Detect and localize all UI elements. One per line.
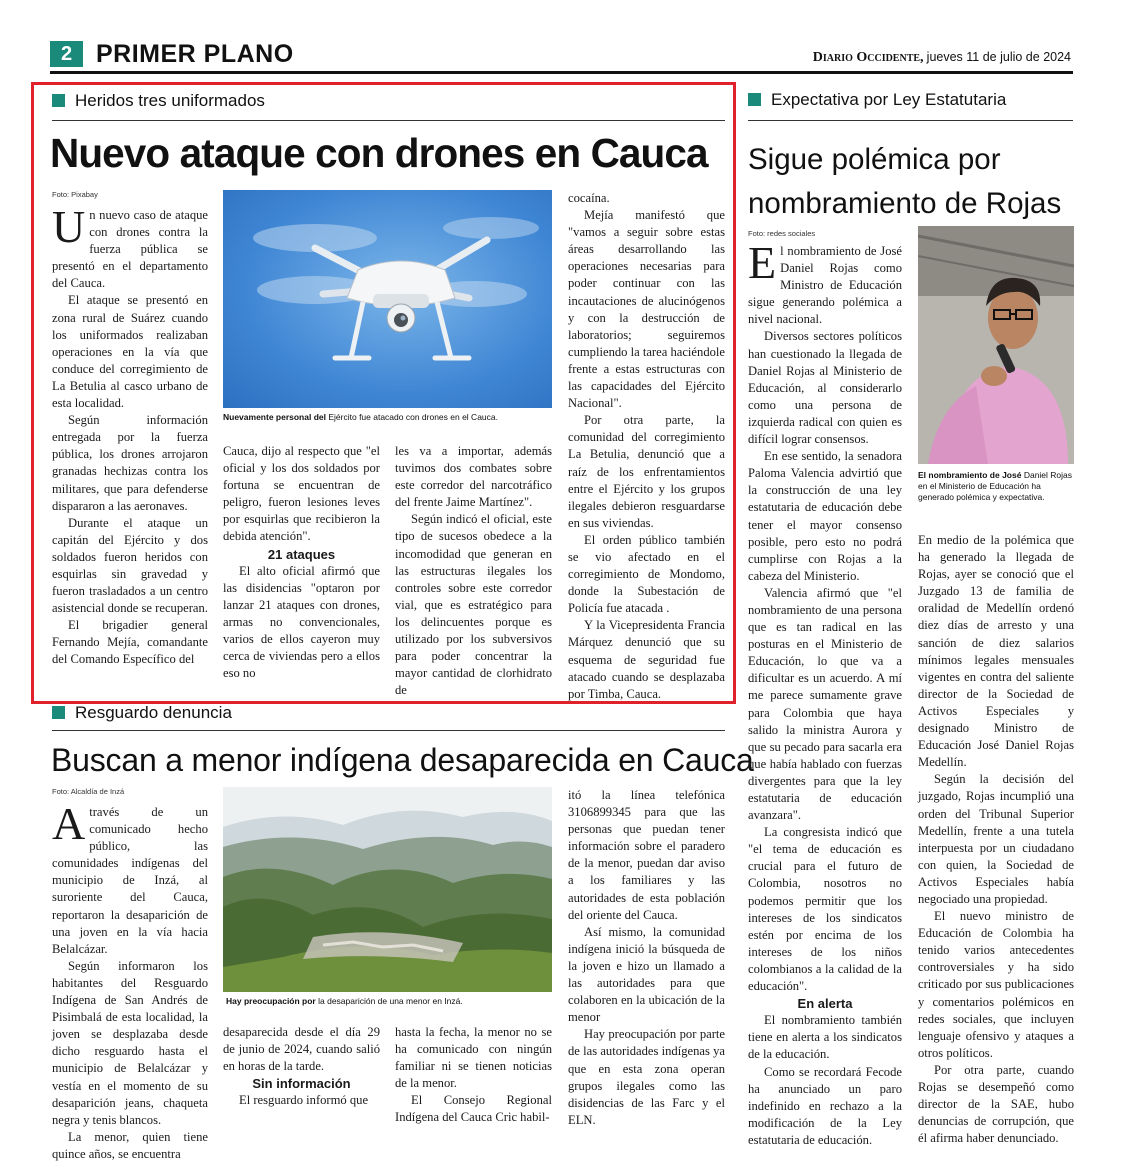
article3-photo [918,226,1074,464]
paragraph: n nuevo caso de ataque con drones contra la fuerza pública se presentó en el departamento del Cauca. [52,208,208,291]
paragraph: Y la Vicepresidenta Francia Márquez denunció que su esquema de seguridad fue atacado cuando se desplazaba por Timba, Cauca. [568,618,725,701]
article3-caption-text: Daniel Rojas en el Ministerio de Educación ha generado polémica y expectativa. [918,470,1073,502]
section-title: PRIMER PLANO [96,40,294,68]
article1-photo [223,190,552,408]
article2-column-4 [568,787,725,1129]
issue-date: jueves 11 de julio de 2024 [926,50,1071,64]
kicker-square-icon [52,94,65,107]
article1-kicker-text: Heridos tres uniformados [75,91,265,110]
paragraph: Valencia afirmó que "el nombramiento de una persona que es tan radical en las posturas en el Ministerio de Educación, lo que va a dificultar es un acuerdo. A mí me parece sumamente grave para Colombia que haya salido la ministra Aurora y que su pecado para sacarla era que había hablado con fuerzas divergentes para que la ley estatutaria de educación avanzara". [748,585,902,823]
header-rule [50,71,1073,74]
article3-column-2 [918,532,1074,1147]
article2-photo [223,787,552,992]
paragraph: Cauca, dijo al respecto que "el oficial y los dos soldados por fortuna se encuentran de peligro, fueron lesiones leves por esquirlas que recibieron la debida atención". [223,444,380,544]
article2-caption [226,996,552,1007]
article2-subhead: Sin información [252,1076,351,1092]
paragraph: Por otra parte, la comunidad del corregimiento La Betulia, denunció que a raíz de los enfrentamientos entre el Ejército y los grupos ilegales debieron resguardarse en sus viviendas. [568,413,725,530]
paragraph: En medio de la polémica que ha generado la llegada de Rojas, ayer se conoció que el Juzgado 13 de familia de oralidad de Medellín ordenó diez días de arresto y una sanción de diez salarios mínimos legales mensuales vigentes en contra del saliente director de la Sociedad de Activos Especiales y designado Ministro de Educación José Daniel Rojas Medellín. [918,533,1074,770]
paragraph: La congresista indicó que "el tema de educación es crucial para el futuro de Colombia, nosotros no podemos permitir que los intereses de los sindicatos estén por encima de los intereses de los niños colombianos a la calidad de la educación". [748,825,902,994]
article1-dropcap: U [52,201,86,252]
paragraph: Diversos sectores políticos han cuestionado la llegada de Daniel Rojas al Ministerio de Educación, al considerarlo como una persona de izquierda radical con quien es difícil lograr consensos. [748,329,902,447]
paragraph: El nuevo ministro de Educación de Colombia ha tenido varios antecedentes controversiales y ha sido criticado por sus publicaciones y comentarios polémicos en redes sociales, que incluyen lenguaje ofensivo y ataques a otros políticos. [918,909,1074,1060]
article1-subhead: 21 ataques [267,546,336,562]
article1-caption-text: Ejército fue atacado con drones en el Cauca. [328,412,498,422]
page-number: 2 [60,43,73,65]
page-number-badge [50,41,83,67]
article1-caption [223,412,552,423]
paragraph: Según indicó el oficial, este tipo de sucesos obedece a la incomodidad que generan en las estructuras ilegales los controles sobre este corredor vial, que es estratégico para los delincuentes porque es utilizado por los subversivos para poder concentrar la mayor cantidad de clorhidrato de [395,512,552,698]
kicker-square-icon [748,93,761,106]
article3-headline: Sigue polémica por nombramiento de Rojas [748,143,1062,220]
article2-caption-text: la desaparición de una menor en Inzá. [318,996,463,1006]
article3-photo-credit: Foto: redes sociales [748,229,816,238]
article1-column-3 [395,443,552,699]
paragraph: Así mismo, la comunidad indígena inició la búsqueda de la joven e hizo un llamado a las autoridades para que colaboren en la ubicación de la menor [568,924,725,1025]
paragraph: Hay preocupación por parte de las autoridades indígenas ya que en esta zona operan grupos ilegales como las disidencias de las Farc y el ELN. [568,1027,725,1127]
article2-kicker [52,703,232,723]
article3-column-1 [748,237,902,1149]
article1-kicker-rule [52,120,725,121]
article2-caption-bold: Hay preocupación por [226,996,316,1006]
paragraph: Por otra parte, cuando Rojas se desempeñó como director de la SAE, hubo denuncias de corrupción, que él afirma haber denunciado. [918,1062,1074,1146]
article2-dropcap: A [52,798,86,849]
article3-kicker-rule [748,120,1073,121]
portrait-image [918,226,1074,464]
drone-image [223,190,552,408]
paragraph: cocaína. [568,191,610,205]
paragraph: Como se recordará Fecode ha anunciado un paro indefinido en rechazo a la modificación de la Ley estatutaria de educación. [748,1064,902,1147]
paragraph: les va a importar, además tuvimos dos combates sobre este corredor del narcotráfico del frente Jaime Martínez". [395,444,552,510]
paragraph: El brigadier general Fernando Mejía, comandante del Comando Específico del [52,618,208,667]
paragraph: El alto oficial afirmó que las disidencias "optaron por lanzar 21 ataques con drones, armas no convencionales, varios de ellos cayeron muy cerca de viviendas pero a ellos eso no [223,563,380,681]
paragraph: En ese sentido, la senadora Paloma Valencia advirtió que la construcción de una ley estatutaria de educación debe tener el mayor consenso posible, pero esto no podrá cumplirse con Rojas a la cabeza del Ministerio. [748,449,902,583]
paragraph: Durante el ataque un capitán del Ejército y dos soldados fueron heridos con esquirlas sin gravedad y fueron trasladados a un centro asistencial donde se recuperan. [52,515,208,616]
article2-column-1 [52,798,208,1163]
article1-kicker [52,91,265,111]
kicker-square-icon [52,706,65,719]
article1-headline: Nuevo ataque con drones en Cauca [50,130,708,176]
paragraph: El Consejo Regional Indígena del Cauca Cric habil- [395,1093,552,1125]
paragraph: El ataque se presentó en zona rural de Suárez cuando los uniformados realizaban operaciones en la vía que conduce del corregimiento de La Betulia al casco urbano de esta localidad. [52,293,208,411]
article2-kicker-rule [52,730,725,731]
paragraph: itó la línea telefónica 3106899345 para que las personas que puedan tener información sobre el paradero de la menor, puedan dar aviso a los familiares y las autoridades de esta población del oriente del Cauca. [568,788,725,922]
article3-kicker [748,90,1006,110]
article3-caption-bold: El nombramiento de José [918,470,1022,480]
article3-caption [918,470,1074,503]
masthead-date [813,50,1071,66]
article2-column-2 [223,1024,380,1109]
paragraph: desaparecida desde el día 29 de junio de 2024, cuando salió en horas de la tarde. [223,1025,380,1074]
paragraph: Según información entregada por la fuerza pública, los drones arrojaron granadas hechizas contra los militares, que para defenderse dispararon a las aeronaves. [52,413,208,513]
article3-dropcap: E [748,237,777,288]
article2-column-3 [395,1024,552,1127]
paragraph: La menor, quien tiene quince años, se encuentra [52,1129,208,1161]
article1-photo-credit: Foto: Pixabay [52,190,98,199]
landscape-image [223,787,552,992]
paragraph: El orden público también se vio afectado en el corregimiento de Mondomo, donde la Subestación de Policía fue atacada . [568,532,725,616]
paragraph: través de un comunicado hecho público, las comunidades indígenas del municipio de Inzá, al suroriente del Cauca, reportaron la desaparición de una joven en la vía hacia Belalcázar. [52,805,208,956]
paragraph: El nombramiento también tiene en alerta a los sindicatos de la educación. [748,1013,902,1062]
paragraph: El resguardo informó que [239,1093,369,1108]
article2-kicker-text: Resguardo denuncia [75,703,232,722]
paragraph: Mejía manifestó que "vamos a seguir sobre estas áreas desarrollando las operaciones necesarias para poder continuar con las incautaciones de alucinógenos y con la destrucción de laboratorios; seguiremos cumpliendo la tarea haciéndole frente a estas estructuras con las capacidades del Ejército Nacional". [568,208,725,411]
paper-name: Diario Occidente, [812,50,924,65]
article2-photo-credit: Foto: Alcaldía de Inzá [52,787,125,796]
paragraph: hasta la fecha, la menor no se ha comunicado con ningún familiar ni se tienen noticias de la menor. [395,1025,552,1091]
article1-column-2 [223,443,380,682]
article3-subhead: En alerta [797,996,853,1012]
article3-kicker-text: Expectativa por Ley Estatutaria [771,90,1007,109]
article1-caption-bold: Nuevamente personal del [223,412,326,422]
paragraph: Según informaron los habitantes del Resguardo Indígena de San Andrés de Pisimbalá de esta localidad, la joven se desplazaba desde dicho resguardo hasta el municipio de Belalcázar y vestía en el momento de su desaparición jeans, chaqueta negra y tenis blancos. [52,958,208,1127]
article2-headline: Buscan a menor indígena desaparecida en Cauca [51,742,754,778]
article1-column-1 [52,201,208,669]
paragraph: l nombramiento de José Daniel Rojas como Ministro de Educación sigue generando polémica a nivel nacional. [748,244,902,327]
paragraph: Según la decisión del juzgado, Rojas incumplió una orden del Tribunal Superior Medellín, frente a una tutela interpuesta por un ciudadano con quien, la Sociedad de Activos Especiales había negociado una propiedad. [918,772,1074,906]
article1-column-4 [568,190,725,703]
